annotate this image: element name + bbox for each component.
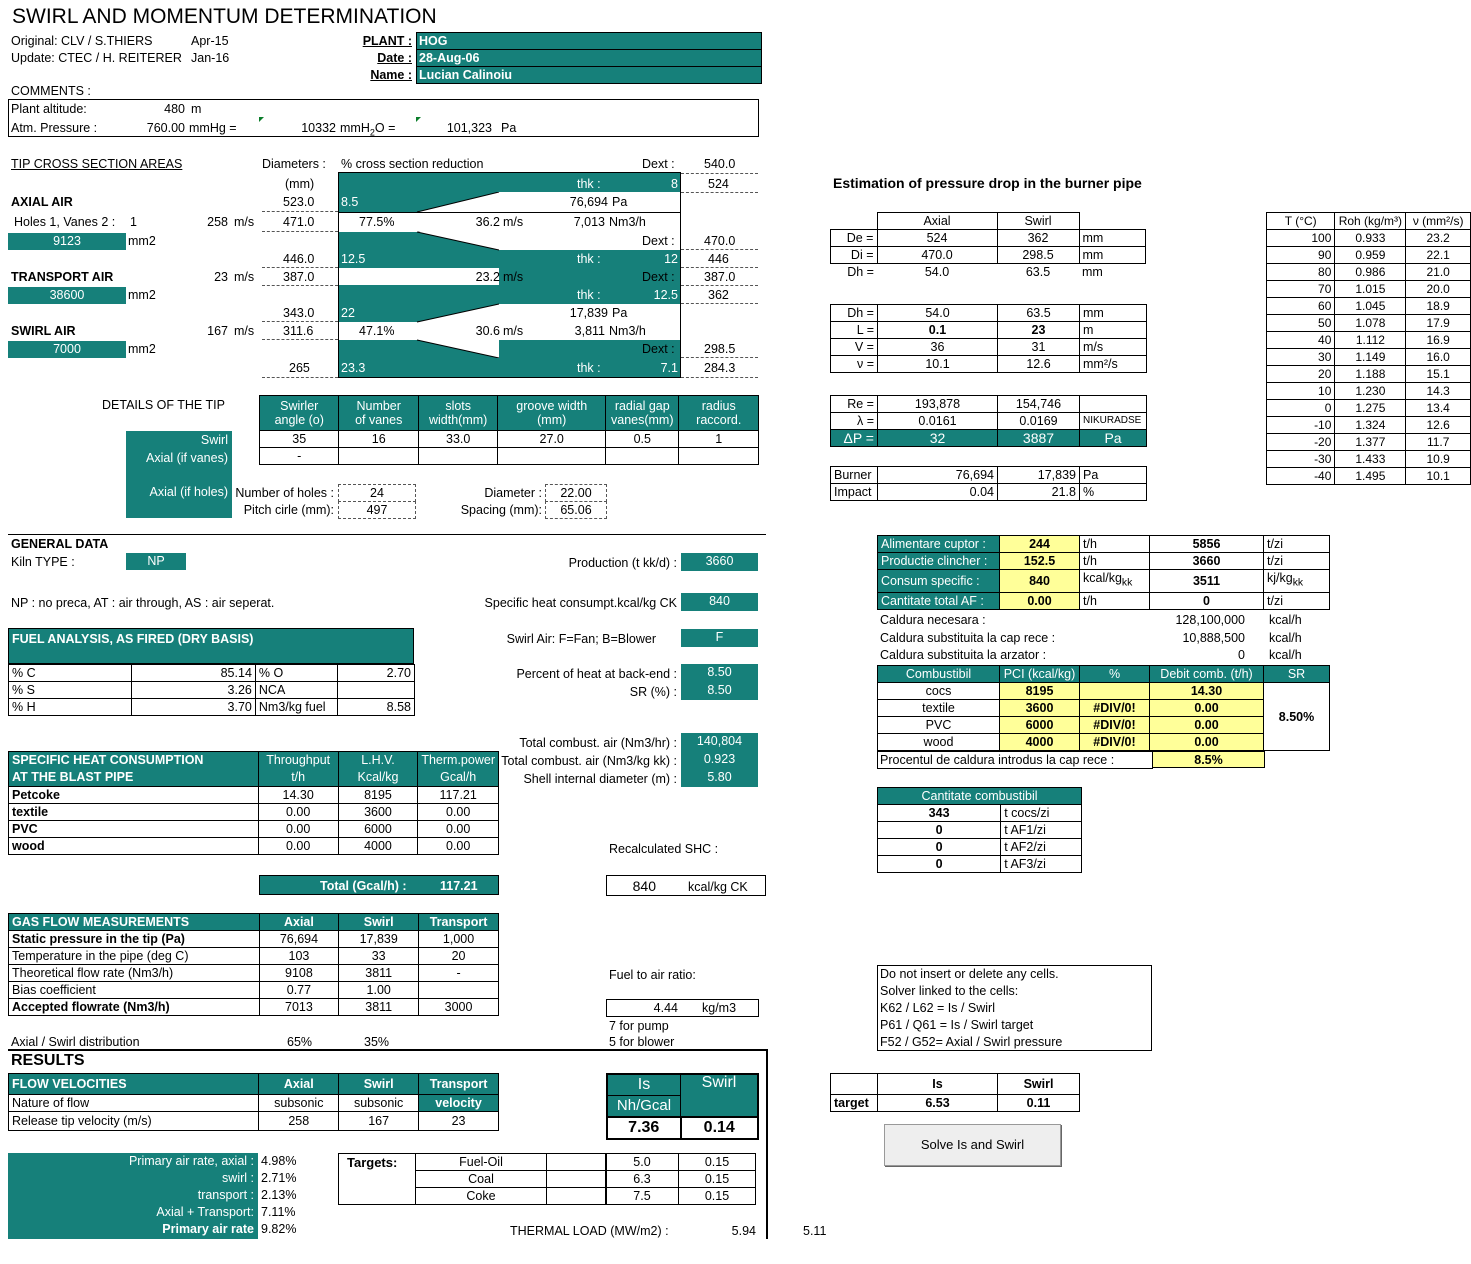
swirl-flow: 3,811 — [574, 324, 605, 338]
rate-value: 4.98% — [261, 1154, 297, 1168]
diameter-label: Diameter : — [484, 486, 542, 500]
swirl-pressure: 17,839 — [569, 306, 608, 320]
heat-extra-units: kcal/h kcal/h kcal/h — [1269, 613, 1302, 662]
col-swirl: Swirl — [997, 213, 1079, 230]
details-header: radius raccord. — [679, 396, 759, 431]
heat-extra: Caldura necesara : Caldura substituita la cap rece : Caldura substituita la arzator : — [880, 613, 1056, 662]
fuel-air-label: Fuel to air ratio: — [609, 968, 696, 982]
spacing-value: 65.06 — [545, 501, 607, 519]
thk-value-1[interactable]: 8 — [671, 177, 678, 191]
general-title: GENERAL DATA — [11, 537, 109, 551]
gas-row: Static pressure in the tip (Pa) 76,694 17,839 1,000 — [9, 931, 499, 948]
d-top: 540.0 — [704, 157, 736, 171]
release-swirl: 167 — [339, 1112, 419, 1131]
swirl-air-label: Swirl Air: F=Fan; B=Blower — [506, 632, 656, 646]
plant-input[interactable]: HOG — [416, 32, 762, 50]
thk-value-2[interactable]: 12 — [664, 252, 678, 266]
recalc-label: Recalculated SHC : — [609, 842, 719, 856]
details-header: Swirler angle (o) — [260, 396, 339, 431]
details-row-labels — [126, 431, 232, 518]
flow-velocities-table: FLOW VELOCITIES Axial Swirl Transport Nature of flow subsonic subsonic velocity Release tip velocity (m/s) 258 167 23 — [8, 1073, 499, 1131]
hole-diameter[interactable]: 22.00 — [545, 484, 607, 502]
qty-row: 0 t AF1/zi — [878, 822, 1082, 839]
rate-label: Primary air rate, axial : — [128, 1154, 254, 1168]
thk-value-4[interactable]: 7.1 — [660, 361, 678, 375]
date-label: Date : — [377, 51, 412, 65]
backend-label: Percent of heat at back-end : — [516, 667, 677, 681]
mm2-unit: mm2 — [128, 234, 156, 248]
props-row: 100 0.933 23.2 — [1267, 230, 1471, 247]
d7: 265 — [289, 361, 310, 375]
shc-label: Specific heat consumpt.kcal/kg CK — [484, 596, 677, 610]
gas-row: Temperature in the pipe (deg C) 103 33 20 — [9, 948, 499, 965]
target-row: Coke 7.5 0.15 — [416, 1188, 756, 1205]
comb-row: textile 3600 #DIV/0! 0.00 — [878, 700, 1330, 717]
dist-axial: 65% — [287, 1035, 313, 1049]
dp-label: ΔP = — [831, 430, 878, 447]
swirl-air-type[interactable]: F — [681, 629, 758, 647]
v5: 22 — [341, 306, 355, 320]
swirl-vanes[interactable]: 16 — [339, 431, 418, 448]
pipe-table-4: Burner 76,694 17,839 Pa Impact 0.04 21.8 % — [830, 466, 1147, 501]
qty-row: 0 t AF2/zi — [878, 839, 1082, 856]
thermal-value-2: 5.11 — [803, 1224, 827, 1238]
qty-row: 343 t cocs/zi — [878, 805, 1082, 822]
d-ext4b: 284.3 — [704, 361, 736, 375]
swirl-velocity: 167 — [207, 324, 228, 338]
comb-row: wood 4000 #DIV/0! 0.00 — [878, 734, 1330, 751]
thk-label-4: thk : — [577, 361, 601, 375]
details-table — [259, 395, 759, 465]
holes-label: Holes 1, Vanes 2 : — [14, 215, 116, 229]
rate-label: transport : — [197, 1188, 254, 1202]
altitude-value[interactable]: 480 — [164, 102, 185, 116]
sr-label: SR (%) : — [629, 685, 677, 699]
comment-marker-icon — [416, 117, 421, 122]
air-rates-labels — [8, 1153, 258, 1239]
d-ext3: 387.0 — [704, 270, 736, 284]
n-holes-label: Number of holes : — [235, 486, 334, 500]
mm2-unit: mm2 — [128, 342, 156, 356]
axial-velocity-2: 36.2 — [475, 215, 500, 229]
shell-value[interactable]: 5.80 — [681, 769, 758, 787]
props-row: -10 1.324 12.6 — [1267, 417, 1471, 434]
rate-label: Axial + Transport: — [156, 1205, 254, 1219]
pct-red-label: % cross section reduction — [341, 157, 484, 171]
kiln-row: Alimentare cuptor : 244 t/h 5856 t/zi — [878, 536, 1330, 553]
props-row: 70 1.015 20.0 — [1267, 281, 1471, 298]
total-air-value: 140,804 — [681, 733, 758, 751]
air-rates-values — [261, 1153, 296, 1238]
nm3h-unit: Nm3/h — [609, 324, 646, 338]
props-row: -20 1.377 11.7 — [1267, 434, 1471, 451]
fuel-quantity-table: Cantitate combustibil 343 t cocs/zi 0 t AF1/zi 0 t AF2/zi 0 t AF3/zi — [877, 787, 1082, 873]
transport-velocity: 23 — [214, 270, 228, 284]
gas-row: Accepted flowrate (Nm3/h) 7013 3811 3000 — [9, 999, 499, 1016]
d2: 471.0 — [283, 215, 315, 229]
thk-label-3: thk : — [577, 288, 601, 302]
pipe-table-2: Dh = 54.0 63.5 mm L = 0.1 23 m V = 36 31 m/s ν = 10.1 12.6 mm²/s — [830, 304, 1147, 373]
col-axial: Axial — [877, 213, 997, 230]
props-row: 60 1.045 18.9 — [1267, 298, 1471, 315]
note-line: F52 / G52= Axial / Swirl pressure — [880, 1035, 1063, 1049]
procent-label: Procentul de caldura introdus la cap rece : — [880, 753, 1115, 767]
d-ext2: 470.0 — [704, 234, 736, 248]
dp-axial: 32 — [878, 430, 998, 447]
dist-swirl: 35% — [364, 1035, 390, 1049]
nm3h-unit: Nm3/h — [609, 215, 646, 229]
spacing-label: Spacing (mm): — [460, 503, 542, 517]
production-label: Production (t kk/d) : — [568, 556, 677, 570]
swirl-row-label: Swirl — [200, 433, 228, 447]
fuel-row: % H 3.70 Nm3/kg fuel 8.58 — [9, 699, 415, 716]
dext-label: Dext : — [642, 234, 675, 248]
shc-total: 117.21 — [440, 879, 478, 893]
gas-row: Bias coefficient 0.77 1.00 — [9, 982, 499, 999]
details-header: slots width(mm) — [418, 396, 497, 431]
thk-label-1: thk : — [577, 177, 601, 191]
air-properties-table: T (°C) Roh (kg/m³) ν (mm²/s) 100 0.933 23.2 90 0.959 22.1 80 0.986 21.0 70 1.015 20.0 60 1.045 18.9 50 1.078 17.9 40 1.112 16.9 30 1.149 16.0 20 1.188 15.1 10 1.230 14.3 0 1.275 13.4 -10 1.324 12.6 -20 1.377 11.7 -30 1.433 10.9 -40 1.495 10.1 — [1266, 212, 1471, 485]
comment-marker-icon — [259, 117, 264, 122]
gas-flow-table: GAS FLOW MEASUREMENTS Axial Swirl Transport Static pressure in the tip (Pa) 76,694 17,839 1,000 Temperature in the pipe (deg C) 103 33 20 Theoretical flow rate (Nm3/h) 9108 3811 - Bias coefficient 0.77 1.00 Accepted flowrate (Nm3/h) 7013 3811 3000 — [8, 913, 499, 1016]
heat-extra-values: 128,100,000 10,888,500 0 — [1175, 613, 1245, 662]
props-row: -30 1.433 10.9 — [1267, 451, 1471, 468]
swirl-value: 0.14 — [681, 1117, 759, 1139]
details-header: groove width (mm) — [498, 396, 606, 431]
thk-value-3[interactable]: 12.5 — [653, 288, 678, 302]
pa-unit: Pa — [612, 195, 628, 209]
ms-unit: m/s — [503, 270, 524, 284]
atm-mmh2o: 10332 — [301, 121, 336, 135]
swirl-slots[interactable]: 33.0 — [418, 431, 497, 448]
swirl-velocity-2: 30.6 — [475, 324, 500, 338]
atm-mmh2o-unit: mmH$_2$O = — [340, 121, 396, 138]
shc-row: wood 0.00 4000 0.00 — [9, 838, 499, 855]
shell-label: Shell internal diameter (m) : — [523, 772, 677, 786]
atm-pa-unit: Pa — [501, 121, 517, 135]
d-ext3b: 362 — [708, 288, 729, 302]
total-air-kk-label: Total combust. air (Nm3/kg kk) : — [501, 754, 677, 768]
tip-section-title: TIP CROSS SECTION AREAS — [11, 157, 183, 171]
pipe-table-3: Re = 193,878 154,746 λ = 0.0161 0.0169 NIKURADSE ΔP = 32 3887 Pa — [830, 395, 1147, 447]
solve-button[interactable]: Solve Is and Swirl — [884, 1124, 1061, 1166]
props-row: 0 1.275 13.4 — [1267, 400, 1471, 417]
props-row: 50 1.078 17.9 — [1267, 315, 1471, 332]
altitude-label: Plant altitude: — [11, 102, 87, 116]
rate-value: 7.11% — [261, 1205, 296, 1219]
dp-swirl: 3887 — [998, 430, 1080, 447]
update-author: Update: CTEC / H. REITERER — [11, 51, 182, 65]
swirl-area[interactable]: 7000 — [8, 341, 126, 358]
swirl-groove[interactable]: 27.0 — [498, 431, 606, 448]
name-label: Name : — [370, 68, 412, 82]
np-note: NP : no preca, AT : air through, AS : air seperat. — [11, 596, 275, 610]
altitude-unit: m — [191, 102, 202, 116]
target-table: Is Swirl target 6.53 0.11 — [830, 1073, 1080, 1112]
solver-notes — [880, 966, 1062, 1051]
is-value: 7.36 — [607, 1117, 681, 1139]
fuel-row: % S 3.26 NCA — [9, 682, 415, 699]
dext-label: Dext : — [642, 342, 675, 356]
kiln-row: Consum specific : 840 kcal/$kg_{kk}$ 3511 $kj/kg_{kk}$ — [878, 570, 1330, 593]
axial-air-label: AXIAL AIR — [11, 195, 73, 209]
v3: 12.5 — [341, 252, 366, 266]
n-holes[interactable]: 24 — [338, 484, 416, 502]
results-title: RESULTS — [11, 1052, 85, 1069]
fuel-table — [8, 664, 415, 716]
d6: 311.6 — [283, 324, 314, 338]
kiln-type[interactable]: NP — [126, 553, 186, 570]
swirl-air-label: SWIRL AIR — [11, 324, 76, 338]
sr-percent: 8.50% — [1264, 683, 1330, 751]
axial-area[interactable]: 9123 — [8, 233, 126, 250]
props-row: 40 1.112 16.9 — [1267, 332, 1471, 349]
axial-holes-label: Axial (if holes) — [149, 485, 228, 499]
targets-label: Targets: — [347, 1155, 398, 1170]
comb-row: cocs 8195 14.30 8.50% — [878, 683, 1330, 700]
kiln-label: Kiln TYPE : — [11, 555, 75, 569]
note-line: P61 / Q61 = Is / Swirl target — [880, 1018, 1034, 1032]
fuel-title: FUEL ANALYSIS, AS FIRED (DRY BASIS) — [8, 628, 414, 664]
props-row: 80 0.986 21.0 — [1267, 264, 1471, 281]
update-date: Jan-16 — [191, 51, 230, 65]
details-header: radial gap vanes(mm) — [606, 396, 679, 431]
recalc-value: 840 — [632, 878, 656, 894]
d3: 446.0 — [283, 252, 315, 266]
release-transport: 23 — [419, 1112, 499, 1131]
d1: 523.0 — [283, 195, 315, 209]
thk-label-2: thk : — [577, 252, 601, 266]
target-row: Coal 6.3 0.15 — [416, 1171, 756, 1188]
shc-row: Petcoke 14.30 8195 117.21 — [9, 787, 499, 804]
ms-unit: m/s — [503, 324, 524, 338]
d4: 387.0 — [283, 270, 315, 284]
target-swirl[interactable]: 0.11 — [998, 1095, 1080, 1112]
dext-label: Dext : — [642, 270, 675, 284]
recalc-unit: kcal/kg CK — [688, 880, 748, 894]
details-label: DETAILS OF THE TIP — [102, 398, 225, 412]
pipe-title: Estimation of pressure drop in the burner pipe — [833, 175, 1142, 191]
axial-vanes-label: Axial (if vanes) — [146, 451, 228, 465]
note-line: Solver linked to the cells: — [880, 984, 1019, 998]
mm2-unit: mm2 — [128, 288, 156, 302]
backend-value[interactable]: 8.50 — [681, 664, 758, 682]
transport-velocity-2: 23.2 — [475, 270, 500, 284]
mm-label: (mm) — [285, 177, 315, 191]
production-value[interactable]: 3660 — [681, 553, 758, 571]
page-title: SWIRL AND MOMENTUM DETERMINATION — [12, 5, 437, 28]
ms-unit: m/s — [234, 324, 255, 338]
thermal-label: THERMAL LOAD (MW/m2) : — [510, 1224, 669, 1238]
props-row: 20 1.188 15.1 — [1267, 366, 1471, 383]
rate-label: Primary air rate — [162, 1222, 254, 1236]
transport-area[interactable]: 38600 — [8, 287, 126, 304]
fuel-mix-table: Combustibil PCI (kcal/kg) % Debit comb. (t/h) SR cocs 8195 14.30 8.50% textile 3600 #DIV/0! 0.00 PVC 6000 #DIV/0! 0.00 wood 4000 #DIV/0! 0.00 — [877, 665, 1330, 751]
v1: 8.5 — [341, 195, 359, 209]
swirl-angle[interactable]: 35 — [260, 431, 339, 448]
d-top2: 524 — [708, 177, 729, 191]
shc-total-row: Total (Gcal/h) : 117.21 — [259, 875, 499, 895]
shc-row: PVC 0.00 6000 0.00 — [9, 821, 499, 838]
rate-value: 2.71% — [261, 1171, 297, 1185]
swirl-reduction: 47.1% — [359, 324, 395, 338]
procent-value: 8.5% — [1152, 751, 1265, 768]
d-ext2b: 446 — [708, 252, 729, 266]
swirl-gap[interactable]: 0.5 — [606, 431, 679, 448]
atm-mmhg[interactable]: 760.00 — [146, 121, 185, 135]
note-line: K62 / L62 = Is / Swirl — [880, 1001, 995, 1015]
rate-label: swirl : — [222, 1171, 254, 1185]
shc-row: textile 0.00 3600 0.00 — [9, 804, 499, 821]
axial-velocity: 258 — [207, 215, 228, 229]
target-row: Fuel-Oil 5.0 0.15 — [416, 1154, 756, 1171]
ms-unit: m/s — [234, 215, 255, 229]
props-row: 10 1.230 14.3 — [1267, 383, 1471, 400]
rate-value: 2.13% — [261, 1188, 297, 1202]
plant-label: PLANT : — [362, 34, 412, 48]
gas-row: Theoretical flow rate (Nm3/h) 9108 3811 - — [9, 965, 499, 982]
distribution-label: Axial / Swirl distribution — [11, 1035, 140, 1049]
total-air-label: Total combust. air (Nm3/hr) : — [519, 736, 677, 750]
props-row: 90 0.959 22.1 — [1267, 247, 1471, 264]
is-swirl-result: Is Swirl Nh/Gcal 7.36 0.14 — [606, 1073, 759, 1140]
blower-note: 5 for blower — [609, 1035, 675, 1049]
total-air-kk-value: 0.923 — [681, 751, 758, 769]
rate-value: 9.82% — [261, 1222, 297, 1236]
props-row: 30 1.149 16.0 — [1267, 349, 1471, 366]
pipe-table-1: Axial Swirl De = 524 362 mm Di = 470.0 298.5 mm Dh = 54.0 63.5 mm — [830, 212, 1146, 280]
name-input[interactable]: Lucian Calinoiu — [416, 66, 762, 84]
original-date: Apr-15 — [191, 34, 229, 48]
dext-label: Dext : — [642, 157, 675, 171]
d-ext4: 298.5 — [704, 342, 736, 356]
ms-unit: m/s — [503, 215, 524, 229]
sr-value[interactable]: 8.50 — [681, 682, 758, 700]
d5: 343.0 — [283, 306, 315, 320]
kiln-row: Productie clincher : 152.5 t/h 3660 t/zi — [878, 553, 1330, 570]
pitch-label: Pitch cirle (mm): — [243, 503, 334, 517]
fuel-air-unit: kg/m3 — [702, 1001, 737, 1015]
atm-mmhg-unit: mmHg = — [189, 121, 237, 135]
ms-unit: m/s — [234, 270, 255, 284]
release-axial: 258 — [259, 1112, 339, 1131]
axial-flow: 7,013 — [573, 215, 605, 229]
props-row: -40 1.495 10.1 — [1267, 468, 1471, 485]
targets-table — [415, 1153, 756, 1205]
diameters-label: Diameters : — [262, 157, 326, 171]
pump-note: 7 for pump — [609, 1019, 669, 1033]
shc-table: SPECIFIC HEAT CONSUMPTION AT THE BLAST PIPE Throughput t/h L.H.V. Kcal/kg Therm.power Gcal/h Petcoke 14.30 8195 117.21 textile 0.00 3600 0.00 PVC 0.00 6000 0.00 wood 0.00 4000 0.00 — [8, 751, 499, 855]
atm-pa: 101,323 — [446, 121, 492, 135]
original-author: Original: CLV / S.THIERS — [11, 34, 153, 48]
target-is[interactable]: 6.53 — [878, 1095, 998, 1112]
kiln-feed-table — [877, 535, 1330, 610]
note-line: Do not insert or delete any cells. — [880, 967, 1059, 981]
qty-row: 0 t AF3/zi — [878, 856, 1082, 873]
axial-pressure: 76,694 — [569, 195, 608, 209]
shc-value[interactable]: 840 — [681, 593, 758, 611]
transport-air-label: TRANSPORT AIR — [11, 270, 114, 284]
v7: 23.3 — [341, 361, 366, 375]
comments-label: COMMENTS : — [11, 84, 91, 98]
axial-reduction: 77.5% — [359, 215, 395, 229]
pa-unit: Pa — [612, 306, 628, 320]
details-header: Number of vanes — [339, 396, 418, 431]
fuel-air-value: 4.44 — [653, 1001, 678, 1015]
date-input[interactable]: 28-Aug-06 — [416, 49, 762, 67]
kiln-row: Cantitate total AF : 0.00 t/h 0 t/zi — [878, 592, 1330, 609]
thermal-value: 5.94 — [731, 1224, 756, 1238]
fuel-row: % C 85.14 % O 2.70 — [9, 665, 415, 682]
holes-value[interactable]: 1 — [130, 215, 137, 229]
comb-row: PVC 6000 #DIV/0! 0.00 — [878, 717, 1330, 734]
pitch-value: 497 — [338, 501, 416, 519]
atm-label: Atm. Pressure : — [11, 121, 98, 135]
swirl-radius[interactable]: 1 — [679, 431, 759, 448]
axial-vanes-angle[interactable]: - — [260, 448, 339, 465]
